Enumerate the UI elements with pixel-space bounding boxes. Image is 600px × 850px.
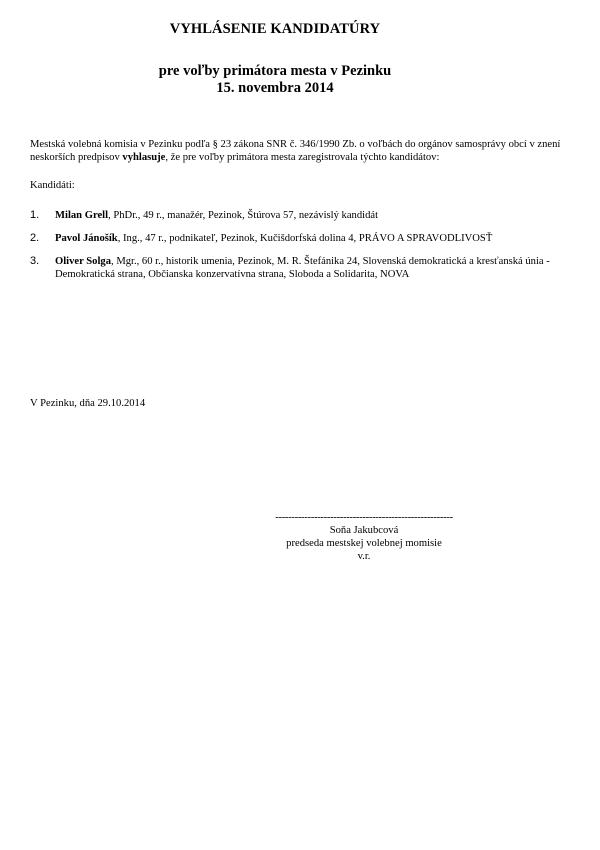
intro-text-end: , že pre voľby primátora mesta zaregistrovala týchto kandidátov: [165, 152, 440, 163]
candidate-number: 2. [30, 232, 40, 244]
signature-note: v.r. [357, 551, 371, 562]
signature-line: ------------------------------------------------------- [275, 512, 453, 523]
place-and-date: V Pezinku, dňa 29.10.2014 [30, 398, 146, 409]
candidate-item [30, 209, 570, 222]
candidate-name: Oliver Solga [55, 256, 112, 267]
candidate-name: Pavol Jánošík [55, 233, 118, 244]
signatory-name: Soňa Jakubcová [329, 525, 399, 536]
document-title: VYHLÁSENIE KANDIDATÚRY [169, 21, 381, 37]
candidate-list [30, 209, 570, 291]
document-subtitle: pre voľby primátora mesta v Pezinku [158, 63, 392, 79]
candidate-item [30, 232, 570, 245]
candidates-heading: Kandidáti: [30, 180, 75, 191]
candidate-number: 1. [30, 209, 40, 221]
intro-text-emphasis: vyhlasuje [122, 152, 166, 163]
candidate-details: , Ing., 47 r., podnikateľ, Pezinok, Kučišdorfská dolina 4, PRÁVO A SPRAVODLIVOSŤ [117, 233, 493, 244]
candidate-details: , PhDr., 49 r., manažér, Pezinok, Štúrova 57, nezávislý kandidát [108, 210, 379, 221]
candidate-number: 3. [30, 255, 40, 267]
signature-block [268, 511, 460, 563]
candidate-details: , Mgr., 60 r., historik umenia, Pezinok, M. R. Štefánika 24, Slovenská demokratická a kresťanská únia - Demokratická strana, Občianska konzervatívna strana, Sloboda a Solidarita, NOVA [55, 256, 550, 280]
intro-text-start: Mestská volebná komisia v Pezinku podľa § 23 zákona SNR č. 346/1990 Zb. o voľbách do orgánov samosprávy obcí v znení neskorších predpisov [30, 139, 561, 163]
candidate-name: Milan Grell [55, 210, 109, 221]
signatory-role: predseda mestskej volebnej momisie [286, 538, 442, 549]
election-date: 15. novembra 2014 [216, 80, 334, 96]
intro-paragraph [30, 138, 575, 164]
candidate-item [30, 255, 570, 281]
